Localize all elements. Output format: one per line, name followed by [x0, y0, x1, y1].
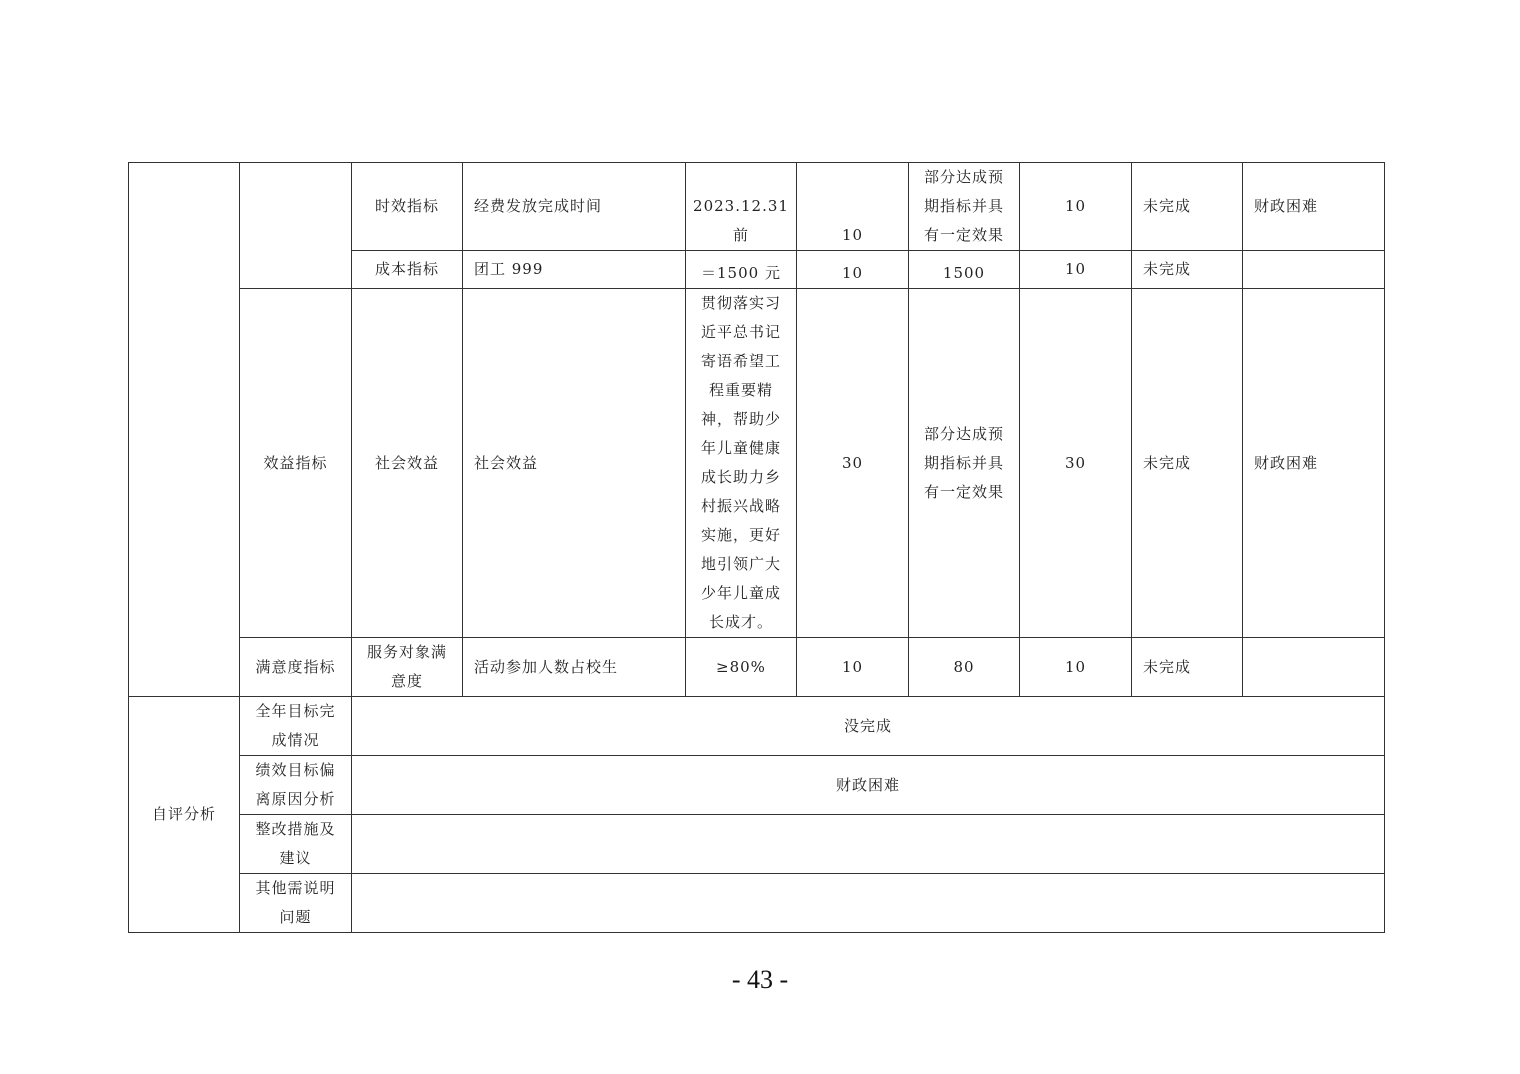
self-eval-row [129, 815, 1385, 874]
secondary-indicator-cell: 社会效益 [352, 289, 463, 638]
status-cell: 未完成 [1132, 251, 1243, 289]
primary-indicator-cell: 满意度指标 [240, 638, 352, 697]
target-value-line2: 前 [732, 226, 749, 244]
performance-table [128, 162, 1385, 933]
actual-value-cell: 1500 [909, 251, 1020, 289]
self-eval-item-value [352, 815, 1385, 874]
self-eval-item-value: 财政困难 [352, 756, 1385, 815]
indicator-name-cell: 团工 999 [463, 251, 686, 289]
secondary-indicator-cell: 成本指标 [352, 251, 463, 289]
target-value-cell: 贯彻落实习近平总书记寄语希望工程重要精神，帮助少年儿童健康成长助力乡村振兴战略实施，更好地引领广大少年儿童成长成才。 [686, 289, 797, 638]
weight-cell: 10 [797, 251, 909, 289]
indicator-name-cell: 社会效益 [463, 289, 686, 638]
primary-indicator-cell: 效益指标 [240, 289, 352, 638]
weight-cell: 30 [797, 289, 909, 638]
secondary-indicator-cell: 时效指标 [352, 163, 463, 251]
self-eval-item-label: 其他需说明问题 [240, 874, 352, 933]
target-value-cell: ≥80% [686, 638, 797, 697]
level2-blank-cell [240, 163, 352, 289]
reason-cell [1243, 251, 1385, 289]
reason-cell: 财政困难 [1243, 289, 1385, 638]
self-eval-item-label: 整改措施及建议 [240, 815, 352, 874]
table-row-satisfaction [129, 638, 1385, 697]
indicator-name-cell: 活动参加人数占校生 [463, 638, 686, 697]
self-eval-item-label: 绩效目标偏离原因分析 [240, 756, 352, 815]
self-eval-item-label: 全年目标完成情况 [240, 697, 352, 756]
self-eval-row [129, 756, 1385, 815]
secondary-indicator-cell: 服务对象满意度 [352, 638, 463, 697]
weight-cell: 10 [797, 163, 909, 251]
status-cell: 未完成 [1132, 163, 1243, 251]
actual-value-cell: 部分达成预期指标并具有一定效果 [909, 163, 1020, 251]
self-eval-row [129, 697, 1385, 756]
status-cell: 未完成 [1132, 638, 1243, 697]
page-number: - 43 - [731, 965, 789, 994]
score-cell: 10 [1020, 638, 1132, 697]
score-cell: 30 [1020, 289, 1132, 638]
table-row-time [129, 163, 1385, 251]
target-value-cell [686, 163, 797, 251]
level1-indicator-cell [129, 163, 240, 697]
self-eval-item-value: 没完成 [352, 697, 1385, 756]
actual-value-cell: 部分达成预期指标并具有一定效果 [909, 289, 1020, 638]
self-eval-row [129, 874, 1385, 933]
target-value-line1: 2023.12.31 [693, 197, 789, 215]
self-eval-label: 自评分析 [129, 697, 240, 933]
reason-cell [1243, 638, 1385, 697]
score-cell: 10 [1020, 251, 1132, 289]
target-value-cell: ＝1500 元 [686, 251, 797, 289]
actual-value-cell: 80 [909, 638, 1020, 697]
indicator-name-cell: 经费发放完成时间 [463, 163, 686, 251]
table-row-benefit [129, 289, 1385, 638]
status-cell: 未完成 [1132, 289, 1243, 638]
self-eval-item-value [352, 874, 1385, 933]
score-cell: 10 [1020, 163, 1132, 251]
weight-cell: 10 [797, 638, 909, 697]
reason-cell: 财政困难 [1243, 163, 1385, 251]
